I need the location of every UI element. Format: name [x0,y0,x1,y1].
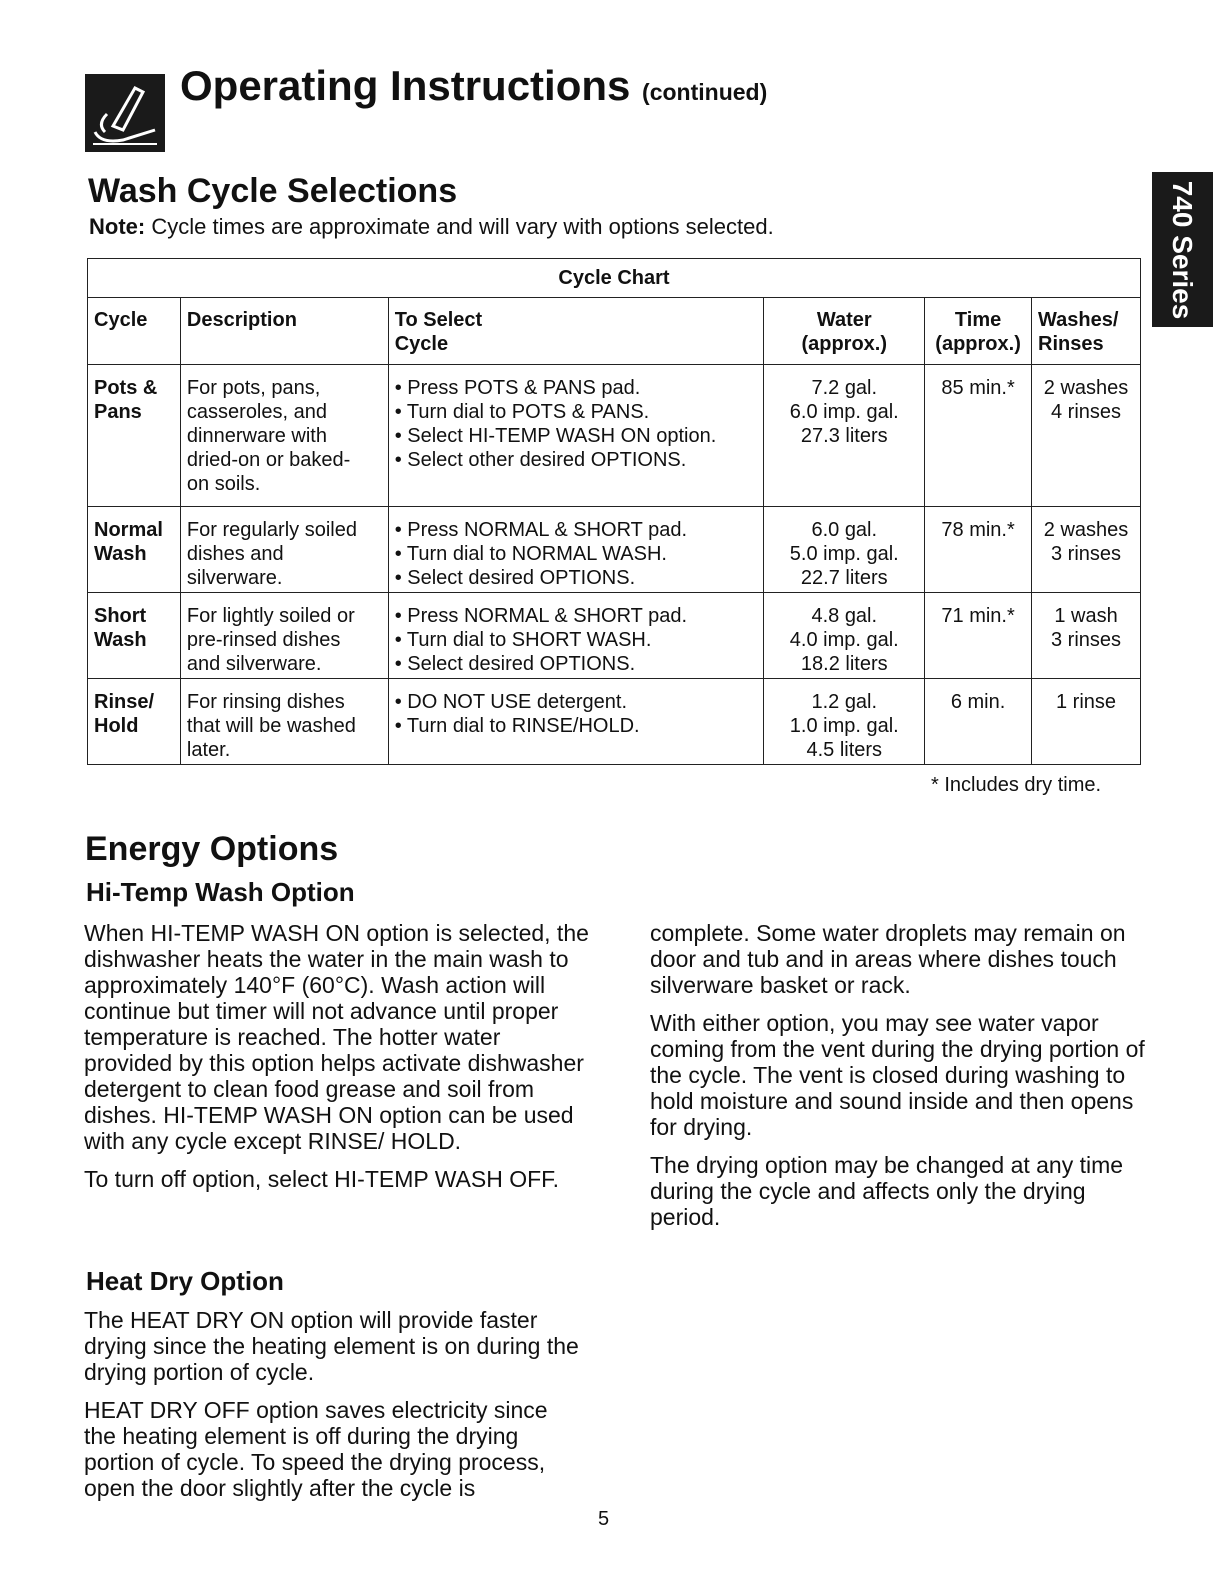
cell-description-line: dried-on or baked- [186,449,351,471]
cell-washes [1032,365,1141,507]
cell-time [925,679,1032,765]
cell-washes-line: 2 washes [1043,519,1129,541]
cell-water [764,593,925,679]
cell-description [180,365,388,507]
col-header-to-select: To Select Cycle [388,298,764,365]
cell-description [180,593,388,679]
heat-dry-paragraph-2: HEAT DRY OFF option saves electricity since the heating element is off during the drying portion of cycle. To speed the drying process, open the door slightly after the cycle is [84,1397,548,1501]
cell-water [764,365,925,507]
table-row [88,365,1141,507]
cell-description-line: pre-rinsed dishes [186,629,341,651]
cell-cycle-line: Short [94,605,147,627]
cell-description-line: casseroles, and [186,401,327,423]
page-title-text: Operating Instructions [180,62,631,109]
cell-description [180,679,388,765]
cell-description-line: on soils. [186,473,261,495]
table-header-row [88,298,1141,365]
cell-cycle-line: Rinse/ [94,691,155,713]
cell-water-line: 4.8 gal. [811,605,878,627]
note-text: Cycle times are approximate and will vary with options selected. [145,214,774,239]
cell-water-line: 4.5 liters [806,739,883,761]
cell-description-line: For lightly soiled or [186,605,355,627]
cell-to-select-line: • Press POTS & PANS pad. [394,377,641,399]
cell-washes-line: 1 wash [1054,605,1118,627]
cell-washes-line: 3 rinses [1051,543,1122,565]
cell-to-select [388,365,764,507]
series-tab-label: 740 Series [1167,180,1198,320]
cell-to-select-line: • DO NOT USE detergent. [394,691,627,713]
table-title-row [88,259,1141,298]
cell-description-line: later. [186,739,231,761]
cell-time [925,507,1032,593]
cell-to-select-line: • Press NORMAL & SHORT pad. [394,519,687,541]
cell-to-select-line: • Select other desired OPTIONS. [394,449,687,471]
cell-to-select-line: • Select desired OPTIONS. [394,567,636,589]
right-column [650,920,1150,1242]
cell-description-line: silverware. [186,567,283,589]
col-header-cycle: Cycle [88,298,181,365]
hitemp-paragraph-2: To turn off option, select HI-TEMP WASH OFF. [84,1166,560,1192]
heat-dry-paragraph-1: The HEAT DRY ON option will provide faster drying since the heating element is on during the drying portion of cycle. [84,1307,579,1385]
cell-cycle [88,365,181,507]
cell-description [180,507,388,593]
cell-washes [1032,679,1141,765]
cell-washes-line: 3 rinses [1051,629,1122,651]
cell-cycle-line: Wash [94,543,147,565]
cell-water-line: 6.0 gal. [811,519,878,541]
section-icon [85,74,165,152]
cell-washes [1032,507,1141,593]
cell-cycle-line: Hold [94,715,139,737]
page-title [180,62,767,110]
cell-description-line: For pots, pans, [186,377,321,399]
cell-time-line: 6 min. [950,691,1006,713]
cell-time-line: 78 min.* [941,519,1015,541]
cell-washes-line: 1 rinse [1056,691,1117,713]
left-column [84,920,594,1204]
cell-cycle [88,593,181,679]
cell-description-line: For rinsing dishes [186,691,345,713]
cell-to-select-line: • Select HI-TEMP WASH ON option. [394,425,717,447]
cell-description-line: dishes and [186,543,284,565]
cell-time [925,365,1032,507]
cell-to-select-line: • Turn dial to SHORT WASH. [394,629,652,651]
cell-water [764,679,925,765]
energy-options-heading: Energy Options [85,830,339,868]
cycle-chart-title: Cycle Chart [88,259,1141,298]
cell-cycle-line: Pans [94,401,142,423]
cell-water-line: 27.3 liters [800,425,888,447]
cell-to-select-line: • Turn dial to RINSE/HOLD. [394,715,640,737]
cell-cycle [88,679,181,765]
cell-water-line: 4.0 imp. gal. [789,629,899,651]
cell-water-line: 1.2 gal. [811,691,878,713]
right-paragraph-3: The drying option may be changed at any time during the cycle and affects only the drying period. [650,1152,1124,1230]
hitemp-paragraph-1: When HI-TEMP WASH ON option is selected, the dishwasher heats the water in the main wash to approximately 140°F (60°C). Wash action will continue but timer will not advance until proper temperature is reached. The hotter water provided by this option helps activate dishwasher detergent to clean food grease and soil from dishes. HI-TEMP WASH ON option can be used with any cycle except RINSE/ HOLD. [84,920,589,1154]
cell-water [764,507,925,593]
right-paragraph-2: With either option, you may see water vapor coming from the vent during the drying portion of the cycle. The vent is closed during washing to hold moisture and sound inside and then opens for drying. [650,1010,1145,1140]
cell-description-line: For regularly soiled [186,519,357,541]
cell-cycle-line: Normal [94,519,163,541]
col-header-washes: Washes/ Rinses [1032,298,1141,365]
cell-water-line: 18.2 liters [800,653,888,675]
wash-cycle-heading: Wash Cycle Selections [88,172,458,210]
cell-to-select [388,679,764,765]
note-label: Note: [89,214,146,239]
cell-to-select [388,507,764,593]
series-tab [1152,172,1213,327]
cell-water-line: 7.2 gal. [811,377,878,399]
cell-to-select-line: • Turn dial to NORMAL WASH. [394,543,667,565]
cell-water-line: 1.0 imp. gal. [789,715,899,737]
cell-description-line: that will be washed [186,715,356,737]
col-header-water: Water (approx.) [764,298,925,365]
cell-to-select-line: • Turn dial to POTS & PANS. [394,401,650,423]
cycle-note [89,214,774,240]
cycle-chart-table [87,258,1141,765]
cell-washes-line: 2 washes [1043,377,1129,399]
col-header-description: Description [180,298,388,365]
cell-time-line: 71 min.* [941,605,1015,627]
cell-time-line: 85 min.* [941,377,1015,399]
heat-dry-column [84,1307,584,1513]
table-row [88,679,1141,765]
dishwasher-hand-icon [85,74,165,152]
cell-washes-line: 4 rinses [1051,401,1122,423]
cell-description-line: dinnerware with [186,425,327,447]
cell-cycle-line: Wash [94,629,147,651]
cell-to-select-line: • Press NORMAL & SHORT pad. [394,605,687,627]
right-paragraph-1: complete. Some water droplets may remain on door and tub and in areas where dishes touch silverware basket or rack. [650,920,1126,998]
cell-water-line: 6.0 imp. gal. [789,401,899,423]
cell-washes [1032,593,1141,679]
page-title-continued: (continued) [642,79,768,105]
cell-cycle [88,507,181,593]
cell-description-line: and silverware. [186,653,322,675]
col-header-time: Time (approx.) [925,298,1032,365]
cell-time [925,593,1032,679]
table-row [88,593,1141,679]
cell-cycle-line: Pots & [94,377,158,399]
table-body [88,365,1141,765]
heat-dry-heading: Heat Dry Option [86,1266,284,1296]
cell-water-line: 5.0 imp. gal. [789,543,899,565]
cell-to-select-line: • Select desired OPTIONS. [394,653,636,675]
page-number: 5 [598,1508,610,1530]
footnote: * Includes dry time. [931,774,1102,796]
cell-water-line: 22.7 liters [800,567,888,589]
table-row [88,507,1141,593]
cell-to-select [388,593,764,679]
hitemp-heading: Hi-Temp Wash Option [86,877,355,907]
